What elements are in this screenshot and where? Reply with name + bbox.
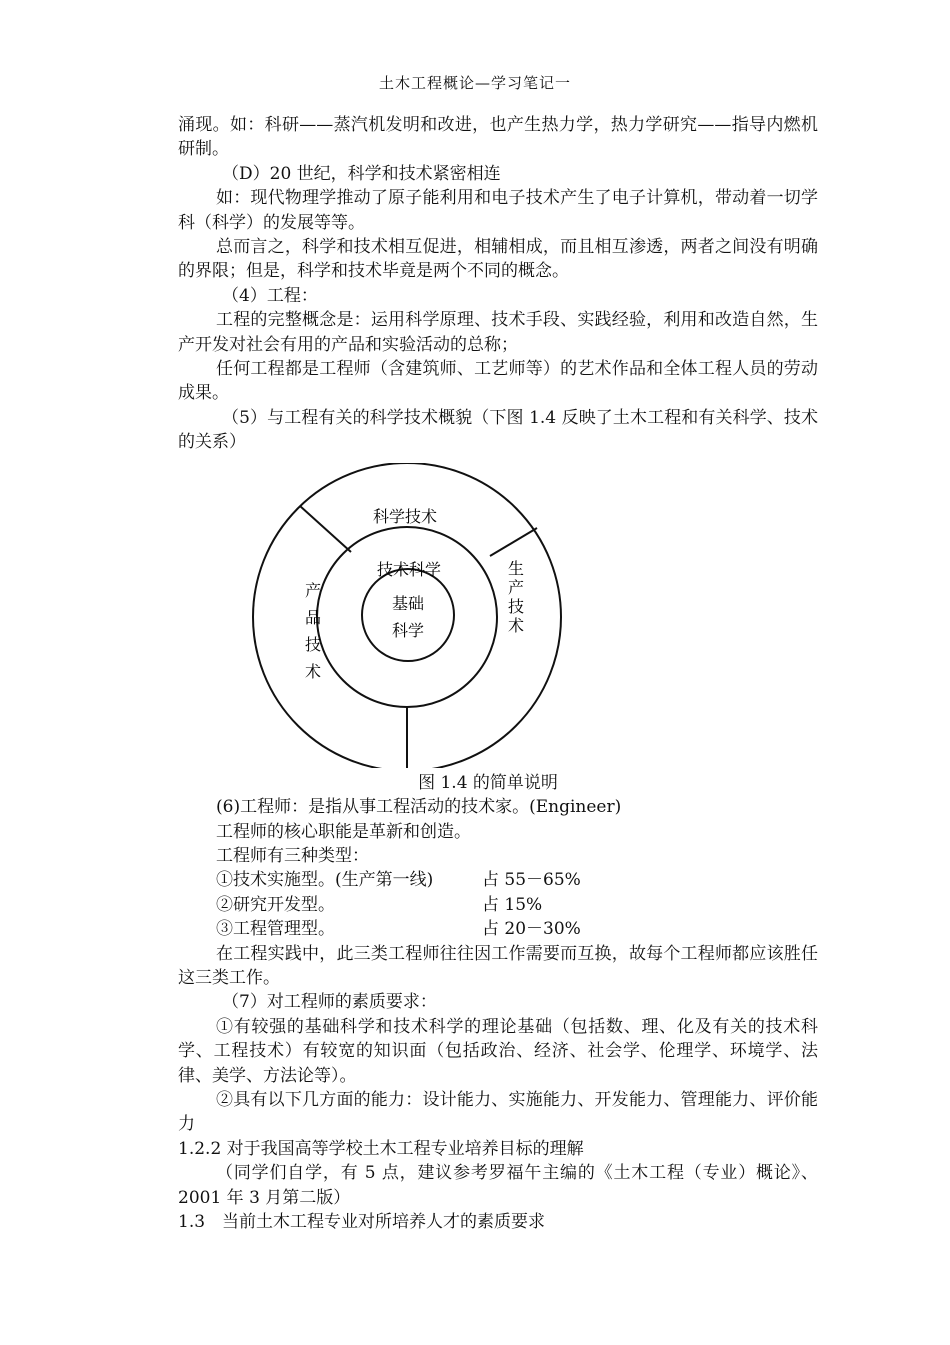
- paragraph: 总而言之，科学和技术相互促进，相辅相成，而且相互渗透，两者之间没有明确的界限；但是，科学和技术毕竟是两个不同的概念。: [178, 237, 818, 282]
- label-shengchan-char: 产: [507, 577, 525, 597]
- figure-1-4: [178, 463, 818, 771]
- label-chanpin-char: 产: [304, 580, 322, 600]
- section-heading: （4）工程：: [222, 285, 318, 306]
- engineer-type-name: ②研究开发型。: [216, 894, 335, 915]
- paragraph: 工程的完整概念是：运用科学原理、技术手段、实践经验，利用和改造自然，生产开发对社会有用的产品和实验活动的总称；: [178, 310, 818, 355]
- paragraph: 如：现代物理学推动了原子能利用和电子技术产生了电子计算机，带动着一切学科（科学）的发展等等。: [178, 188, 818, 233]
- paragraph: (6)工程师：是指从事工程活动的技术家。(Engineer): [216, 797, 622, 818]
- paragraph: 任何工程都是工程师（含建筑师、工艺师等）的艺术作品和全体工程人员的劳动成果。: [178, 359, 818, 404]
- engineer-type-share: 占 15%: [482, 894, 543, 915]
- paragraph: （同学们自学，有 5 点，建议参考罗福午主编的《土木工程（专业）概论》、2001 年 3 月第二版）: [178, 1163, 818, 1208]
- engineer-type-share: 占 55－65%: [482, 870, 581, 891]
- label-chanpin-char: 品: [304, 607, 322, 627]
- paragraph: 工程师的核心职能是革新和创造。: [216, 821, 471, 842]
- paragraph: ②具有以下几方面的能力：设计能力、实施能力、开发能力、管理能力、评价能力: [178, 1089, 818, 1135]
- section-heading-1-3: 1.3 当前土木工程专业对所培养人才的素质要求: [178, 1212, 546, 1232]
- engineer-type-name: ①技术实施型。(生产第一线): [216, 870, 434, 891]
- engineer-type-row: [178, 893, 818, 917]
- engineer-type-name: ③工程管理型。: [216, 919, 335, 940]
- label-shengchan-char: 技: [507, 596, 525, 616]
- label-chanpin-char: 术: [304, 661, 322, 681]
- engineer-type-row: [178, 917, 818, 941]
- section-heading-1-2-2: 1.2.2 对于我国高等学校土木工程专业培养目标的理解: [178, 1138, 584, 1159]
- engineer-type-share: 占 20－30%: [482, 919, 581, 940]
- label-kexue: 科学: [391, 620, 425, 640]
- paragraph: 在工程实践中，此三类工程师往往因工作需要而互换，故每个工程师都应该胜任这三类工作。: [178, 943, 818, 988]
- document-body: [178, 113, 818, 1234]
- page-header: 土木工程概论—学习笔记一: [378, 74, 571, 92]
- label-shengchan-char: 生: [507, 558, 525, 578]
- concentric-diagram: [250, 463, 570, 768]
- paragraph: （5）与工程有关的科学技术概貌（下图 1.4 反映了土木工程和有关科学、技术的关系）: [178, 407, 818, 453]
- label-chanpin-char: 技: [304, 634, 322, 654]
- paragraph: 涌现。如：科研——蒸汽机发明和改进，也产生热力学，热力学研究——指导内燃机研制。: [178, 115, 818, 160]
- paragraph: （D）20 世纪，科学和技术紧密相连: [222, 163, 501, 184]
- paragraph: ①有较强的基础科学和技术科学的理论基础（包括数、理、化及有关的技术科学、工程技术）有较宽的知识面（包括政治、经济、社会学、伦理学、环境学、法律、美学、方法论等）。: [178, 1016, 818, 1086]
- middle-circle: [317, 527, 497, 707]
- label-jishu-kexue: 技术科学: [376, 559, 442, 579]
- engineer-type-row: [178, 868, 818, 892]
- paragraph: 工程师有三种类型：: [216, 845, 369, 866]
- divider-right: [490, 528, 537, 556]
- inner-circle: [362, 569, 454, 661]
- figure-caption: 图 1.4 的简单说明: [418, 772, 558, 793]
- section-heading: （7）对工程师的素质要求：: [222, 992, 437, 1013]
- label-jichu: 基础: [391, 593, 425, 613]
- label-kexue-jishu: 科学技术: [372, 506, 438, 526]
- divider-left: [300, 506, 351, 552]
- label-shengchan-char: 术: [507, 615, 525, 635]
